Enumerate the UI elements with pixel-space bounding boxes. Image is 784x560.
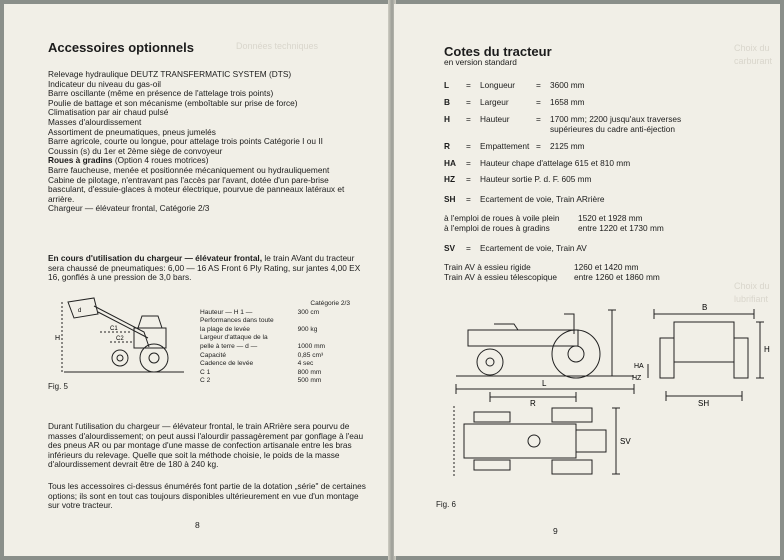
track-width-row: Train AV à essieu rigide 1260 et 1420 mm: [444, 262, 639, 272]
dimension-row: HZ = Hauteur sortie P. d. F. 605 mm: [444, 174, 592, 184]
list-item: Assortiment de pneumatiques, pneus jumelés: [48, 126, 216, 137]
table-row: Hauteur — H 1 — 300 cm: [200, 308, 320, 316]
dimension-row: SV = Ecartement de voie, Train AV: [444, 243, 587, 253]
list-item: Coussin (s) du 1er et 2ème siège de convoyeur: [48, 145, 223, 156]
list-item: Barre faucheuse, menée et positionnée mécaniquement ou hydrauliquement: [48, 164, 330, 175]
bleed-through-text: Données techniques: [236, 41, 319, 51]
list-item: Cabine de pilotage, n'entravant pas l'accès par l'avant, dotée d'un pare-brise basculant, d'essuie-glaces à moteur électrique, pourvue de panneaux latéraux et arrière.: [48, 174, 345, 204]
page-number: 9: [553, 526, 558, 536]
bleed-through-text: Choix du carburant: [734, 43, 773, 66]
paragraph: Durant l'utilisation du chargeur — élévateur frontal, le train ARrière sera pourvu de masses d'alourdissement; on peut aussi l'alourdir passagèrement par gonflage à l'eau des pneus AR ou par montage d'une masse de confection artisanale entre les bras inférieurs du relevage. Quelle que soit la méthode choisie, le poids de la masse d'alourdissement devrait être de 180 à 240 kg.: [48, 421, 364, 470]
accessory-list: [48, 70, 368, 214]
page-left: [4, 4, 390, 556]
table-row: Capacité 0,85 cm³: [200, 351, 324, 359]
list-item: Poulie de battage et son mécanisme (emboîtable sur prise de force): [48, 97, 298, 108]
table-row: Cadence de levée 4 sec: [200, 360, 314, 368]
fig-letter-hz: HZ: [632, 375, 642, 382]
dimension-row: SH = Ecartement de voie, Train ARrière: [444, 194, 605, 204]
fig-letter-c2: C2: [116, 336, 124, 342]
table-row: pelle à terre — d — 1000 mm: [200, 342, 326, 350]
page-number: 8: [195, 520, 200, 530]
list-item: Masses d'alourdissement: [48, 116, 142, 127]
list-item: Barre oscillante (même en présence de l'attelage trois points): [48, 88, 274, 99]
figure-label: Fig. 5: [48, 382, 69, 391]
table-row: C 1 800 mm: [200, 368, 322, 376]
fig-letter-sv: SV: [620, 437, 631, 446]
loader-paragraph: [48, 254, 370, 283]
fig-letter-c1: C1: [110, 326, 118, 332]
bleed-through-text: Choix du lubrifiant: [734, 281, 770, 304]
page-title: Cotes du tracteur: [444, 44, 552, 59]
track-width-row: à l'emploi de roues à voile plein 1520 et 1928 mm: [444, 213, 643, 223]
tractor-dimension-diagram: [434, 294, 774, 494]
dimension-row: L = Longueur = 3600 mm: [444, 80, 585, 90]
fig-letter-ha: HA: [634, 363, 644, 370]
dimension-row: H = Hauteur = 1700 mm; 2200 jusqu'aux traverses supérieures du cadre anti-éjection: [444, 114, 682, 134]
fig-letter-sh: SH: [698, 399, 710, 408]
list-item: Relevage hydraulique DEUTZ TRANSFERMATIC SYSTEM (DTS): [48, 69, 292, 79]
table-row: Largeur d'attaque de la: [200, 334, 268, 342]
loader-illustration: [54, 292, 194, 382]
page-subtitle: en version standard: [444, 57, 517, 67]
dimension-row: HA = Hauteur chape d'attelage 615 et 810 mm: [444, 158, 631, 168]
term-rest: (Option 4 roues motrices): [112, 155, 209, 166]
para-rest: le train AVant du tracteur sera chaussé de pneumatiques: 6,00 — 16 AS Front 6 Ply Rating, sur jantes 4,00 EX 16, gonflés à une pression de 3,0 bars.: [48, 253, 361, 283]
fig-letter-b: B: [702, 303, 708, 312]
loader-spec-table: [200, 300, 350, 386]
fig-letter-l: L: [542, 379, 547, 388]
fig-letter-h: H: [55, 335, 61, 342]
dimension-row: R = Empattement = 2125 mm: [444, 141, 585, 151]
table-row: Performances dans toute: [200, 317, 274, 325]
bold-lead: En cours d'utilisation du chargeur — élévateur frontal,: [48, 253, 263, 263]
table-row: C 2 500 mm: [200, 377, 322, 385]
track-width-row: à l'emploi de roues à gradins entre 1220 et 1730 mm: [444, 223, 664, 233]
dimension-row: B = Largeur = 1658 mm: [444, 97, 585, 107]
table-row: la plage de levée 900 kg: [200, 325, 318, 333]
list-item: Climatisation par air chaud pulsé: [48, 107, 169, 118]
track-width-row: Train AV à essieu télescopique entre 1260 et 1860 mm: [444, 272, 660, 282]
page-title: Accessoires optionnels: [48, 40, 194, 55]
fig-letter-h: H: [764, 345, 770, 354]
list-item: Indicateur du niveau du gas-oil: [48, 78, 162, 89]
fig-letter-d: d: [78, 308, 82, 314]
figure-label: Fig. 6: [436, 500, 457, 509]
page-right: [394, 4, 780, 556]
fig-letter-r: R: [530, 399, 536, 408]
list-item: Chargeur — élévateur frontal, Catégorie 2/3: [48, 203, 210, 214]
spec-header: Catégorie 2/3: [310, 300, 350, 307]
bold-term: Roues à gradins: [48, 155, 113, 166]
paragraph: Tous les accessoires ci-dessus énumérés font partie de la dotation „série" de certaines options; ils sont en tout cas toujours disponibles ultérieurement en vue d'un montage sur votre tracteur.: [48, 481, 366, 511]
list-item: Barre agricole, courte ou longue, pour attelage trois points Catégorie I ou II: [48, 136, 323, 147]
